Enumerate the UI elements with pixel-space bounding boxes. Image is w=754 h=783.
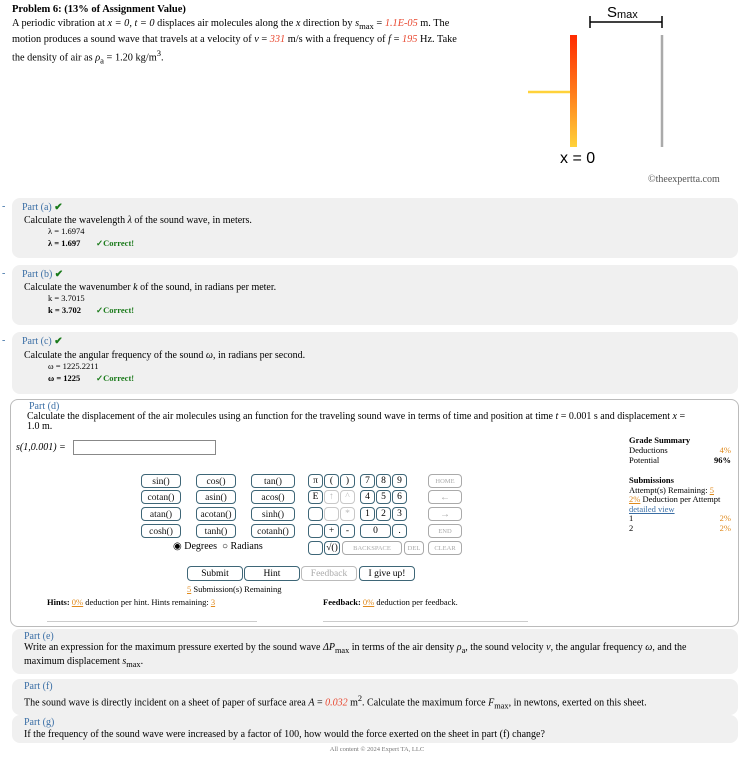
detailed-view-link[interactable]: detailed view [629, 503, 675, 514]
e-key[interactable]: E [308, 490, 323, 504]
grade-summary-title: Grade Summary [629, 435, 691, 445]
part-a-question [24, 215, 252, 226]
question-text: in terms of the air density [349, 642, 457, 653]
feedback-label: Feedback: [323, 597, 363, 607]
problem-text: displaces air molecules along the [154, 17, 296, 29]
problem-text: x = 0, t = 0 [107, 17, 155, 29]
angle-mode [173, 541, 263, 552]
problem-text: = [258, 34, 270, 46]
problem-text: the density of air as [12, 51, 96, 63]
answer-label: s(1,0.001) = [16, 442, 66, 453]
minus-key[interactable]: - [340, 524, 355, 538]
question-text: ω [645, 642, 653, 653]
submission-row [629, 514, 731, 524]
part-f-panel [12, 679, 738, 715]
part-b-question [24, 282, 276, 293]
key-6[interactable]: 6 [392, 490, 407, 504]
part-f-title[interactable]: Part (f) [24, 681, 53, 692]
part-c-question [24, 350, 305, 361]
problem-text: = [391, 34, 402, 46]
part-b-submitted: k = 3.7015 [48, 293, 85, 303]
question-text: max [126, 660, 141, 669]
question-text: max [334, 646, 350, 655]
left-arrow-key[interactable]: ← [428, 490, 462, 504]
question-text: , in radians per second. [212, 350, 306, 361]
potential-value: 96% [714, 455, 731, 465]
question-text: The sound wave is directly incident on a sheet of paper of surface area [24, 697, 309, 709]
problem-text: m. The [417, 17, 450, 29]
potential-row [629, 455, 731, 465]
multiply-key[interactable]: * [340, 507, 355, 521]
attempts-label: Attempt(s) Remaining: [629, 484, 710, 495]
area-value: 0.032 [325, 697, 348, 709]
problem-title: Problem 6: (13% of Assignment Value) [12, 4, 186, 15]
submission-row [629, 524, 731, 534]
problem-text: Hz. Take [417, 34, 457, 46]
hints-text: deduction per hint. Hints remaining: [83, 597, 211, 607]
key-3[interactable]: 3 [392, 507, 407, 521]
question-text: , the sound velocity [465, 642, 547, 653]
correct-badge: ✓Correct! [96, 305, 135, 315]
question-text: s [122, 656, 127, 667]
cosh-button[interactable]: cosh() [141, 524, 181, 538]
part-e-panel [12, 629, 738, 674]
part-d-question [27, 412, 732, 432]
feedback-pct: 0% [362, 597, 375, 607]
collapse-icon[interactable]: - [2, 268, 6, 279]
clear-key[interactable]: CLEAR [428, 541, 462, 555]
hints-pct: 0% [71, 597, 84, 607]
blank-key [308, 541, 323, 555]
acotan-button[interactable]: acotan() [196, 507, 236, 521]
check-icon: ✔ [54, 336, 63, 347]
blank-key [308, 507, 323, 521]
smax-value: 1.1E-05 [384, 17, 418, 29]
submissions-summary [629, 476, 731, 533]
part-g-question: If the frequency of the sound wave were increased by a factor of 100, how would the force exerted on the sheet in part (f) change? [24, 729, 545, 740]
question-text: v [546, 642, 551, 653]
degrees-label: Degrees [184, 541, 217, 552]
question-text: . Calculate the maximum force [362, 697, 489, 709]
problem-text: = 1.20 kg/m [103, 51, 157, 63]
correct-badge: ✓Correct! [96, 373, 135, 383]
problem-text: f [388, 34, 392, 46]
question-text: . [140, 656, 144, 667]
tanh-button[interactable]: tanh() [196, 524, 236, 538]
problem-text: max [359, 20, 374, 31]
pi-key[interactable]: π [308, 474, 323, 488]
part-b-panel [2, 265, 738, 325]
part-g-panel [12, 715, 738, 743]
part-a-title: Part (a) [22, 202, 52, 213]
question-text: , the angular frequency [550, 642, 646, 653]
part-g-title[interactable]: Part (g) [24, 717, 55, 728]
check-icon: ✔ [54, 269, 64, 280]
part-b-header[interactable] [22, 269, 63, 280]
question-text: 2 [357, 694, 363, 703]
problem-statement [12, 3, 482, 68]
feedback-text: deduction per feedback. [374, 597, 458, 607]
hints-remaining: 3 [210, 597, 216, 607]
sqrt-key[interactable]: √() [324, 541, 340, 555]
question-text: m [347, 697, 358, 709]
blank-key [308, 524, 323, 538]
deduction-value: 2% [629, 494, 641, 504]
question-text: Calculate the wavelength [24, 215, 128, 226]
key-2[interactable]: 2 [376, 507, 391, 521]
wave-diagram-svg [520, 0, 700, 170]
question-text: = [314, 697, 326, 709]
sin-button[interactable]: sin() [141, 474, 181, 488]
question-text: F [488, 697, 495, 709]
collapse-icon[interactable]: - [2, 201, 6, 212]
key-1[interactable]: 1 [360, 507, 375, 521]
potential-label: Potential [629, 455, 660, 465]
part-a-panel [2, 198, 738, 258]
key-5[interactable]: 5 [376, 490, 391, 504]
cotan-button[interactable]: cotan() [141, 490, 181, 504]
atan-button[interactable]: atan() [141, 507, 181, 521]
x-origin-label: x = 0 [560, 150, 596, 167]
blank-key [324, 507, 339, 521]
backspace-key[interactable]: BACKSPACE [342, 541, 402, 555]
part-b-title: Part (b) [22, 269, 53, 280]
question-text: Calculate the wavenumber [24, 282, 134, 293]
caret-key[interactable]: ^ [340, 490, 355, 504]
part-e-title[interactable]: Part (e) [24, 631, 54, 642]
question-text: Write an expression for the maximum pressure exerted by the sound wave [24, 642, 323, 653]
part-c-title: Part (c) [22, 336, 52, 347]
deductions-value: 4% [719, 445, 731, 455]
feedback-info [323, 597, 528, 622]
hints-info [47, 597, 257, 622]
question-text: x [672, 411, 677, 422]
tan-button[interactable]: tan() [251, 474, 295, 488]
question-text: λ [127, 215, 132, 226]
submission-number: 2 [629, 522, 634, 533]
problem-text: 3 [156, 47, 161, 58]
end-key[interactable]: END [428, 524, 462, 538]
question-text: Calculate the displacement of the air molecules using an function for the traveling sound wave in terms of time and position at time [27, 411, 556, 422]
question-text: A [308, 697, 315, 709]
submissions-remaining-label: Submission(s) Remaining [191, 584, 282, 594]
part-c-answer: ω = 1225 [48, 373, 81, 383]
acos-button[interactable]: acos() [251, 490, 295, 504]
submissions-title: Submissions [629, 475, 674, 485]
part-d-title[interactable]: Part (d) [29, 401, 60, 412]
problem-text: s [355, 17, 360, 29]
cos-button[interactable]: cos() [196, 474, 236, 488]
part-c-submitted: ω = 1225.2211 [48, 361, 99, 371]
up-key[interactable]: ↑ [324, 490, 339, 504]
problem-text: ρ [95, 51, 101, 63]
question-text: Calculate the angular frequency of the sound [24, 350, 206, 361]
answer-input[interactable] [73, 440, 216, 455]
smax-label: Smax [607, 4, 638, 21]
sinh-button[interactable]: sinh() [251, 507, 295, 521]
right-arrow-key[interactable]: → [428, 507, 462, 521]
question-text: of the sound wave, in meters. [131, 215, 252, 226]
part-b-answer: k = 3.702 [48, 305, 81, 315]
question-text: , in newtons, exerted on this sheet. [508, 697, 647, 709]
asin-button[interactable]: asin() [196, 490, 236, 504]
key-8[interactable]: 8 [376, 474, 391, 488]
deductions-label: Deductions [629, 445, 668, 455]
radians-label: Radians [230, 541, 263, 552]
submissions-remaining-count: 5 [187, 584, 192, 594]
feedback-button[interactable]: Feedback [301, 566, 357, 581]
question-text: k [133, 282, 138, 293]
vibrating-plate [570, 35, 577, 147]
problem-text: A periodic vibration at [12, 17, 108, 29]
plus-key[interactable]: + [324, 524, 339, 538]
cotanh-button[interactable]: cotanh() [251, 524, 295, 538]
question-text: = [676, 411, 686, 422]
problem-text: m/s with a frequency of [285, 34, 389, 46]
question-text: 1.0 m. [27, 421, 53, 432]
velocity-value: 331 [269, 34, 286, 46]
part-a-header[interactable] [22, 202, 63, 213]
question-text: maximum displacement [24, 656, 123, 667]
hints-label: Hints: [47, 597, 72, 607]
footer: All content © 2024 Expert TA, LLC [329, 746, 425, 753]
submissions-remaining [187, 584, 281, 594]
key-7[interactable]: 7 [360, 474, 375, 488]
part-a-answer: λ = 1.697 [48, 238, 81, 248]
degrees-radio[interactable]: ◉ [173, 541, 182, 552]
correct-badge: ✓Correct! [96, 238, 135, 248]
question-text: a [461, 646, 466, 655]
right-paren-key[interactable]: ) [340, 474, 355, 488]
problem-text: . [161, 51, 164, 63]
question-text: t [555, 411, 559, 422]
submit-button[interactable]: Submit [187, 566, 243, 581]
question-text: max [494, 701, 509, 711]
problem-text: motion produces a sound wave that travels at a velocity of [12, 34, 255, 46]
copyright-label: ©theexpertta.com [648, 174, 720, 185]
submission-number: 1 [629, 513, 634, 523]
home-key[interactable]: HOME [428, 474, 462, 488]
wave-diagram [520, 0, 700, 170]
deductions-row [629, 445, 731, 455]
key-9[interactable]: 9 [392, 474, 407, 488]
deduction-label: Deduction per Attempt [640, 494, 721, 504]
radians-radio[interactable]: ○ [222, 541, 229, 552]
give-up-button[interactable]: I give up! [359, 566, 415, 581]
check-icon: ✔ [54, 202, 63, 213]
problem-text: = [373, 17, 385, 29]
part-d-panel [10, 399, 739, 627]
problem-text: x [295, 17, 301, 29]
part-a-submitted: λ = 1.6974 [48, 226, 85, 236]
part-c-panel [2, 332, 738, 394]
submission-deduction: 2% [719, 522, 731, 533]
dot-key[interactable]: . [392, 524, 407, 538]
question-text: = 0.001 s and displacement [558, 411, 673, 422]
question-text: ω [205, 350, 213, 361]
question-text: , and the [652, 642, 687, 653]
submission-deduction: 2% [719, 513, 731, 523]
del-key[interactable]: DEL [404, 541, 424, 555]
left-paren-key[interactable]: ( [324, 474, 339, 488]
frequency-value: 195 [402, 34, 418, 46]
grade-summary [629, 435, 731, 465]
problem-text: a [100, 55, 104, 66]
part-e-question [24, 642, 734, 670]
key-4[interactable]: 4 [360, 490, 375, 504]
collapse-icon[interactable]: - [2, 335, 6, 346]
key-0[interactable]: 0 [360, 524, 391, 538]
question-text: ΔP [322, 642, 335, 653]
part-f-question [24, 694, 734, 710]
hint-button[interactable]: Hint [244, 566, 300, 581]
question-text: ρ [456, 642, 462, 653]
attempts-value: 5 [709, 484, 714, 495]
problem-text: direction by [300, 17, 356, 29]
question-text: of the sound, in radians per meter. [137, 282, 277, 293]
part-c-header[interactable] [22, 336, 63, 347]
problem-text: v [254, 34, 259, 46]
